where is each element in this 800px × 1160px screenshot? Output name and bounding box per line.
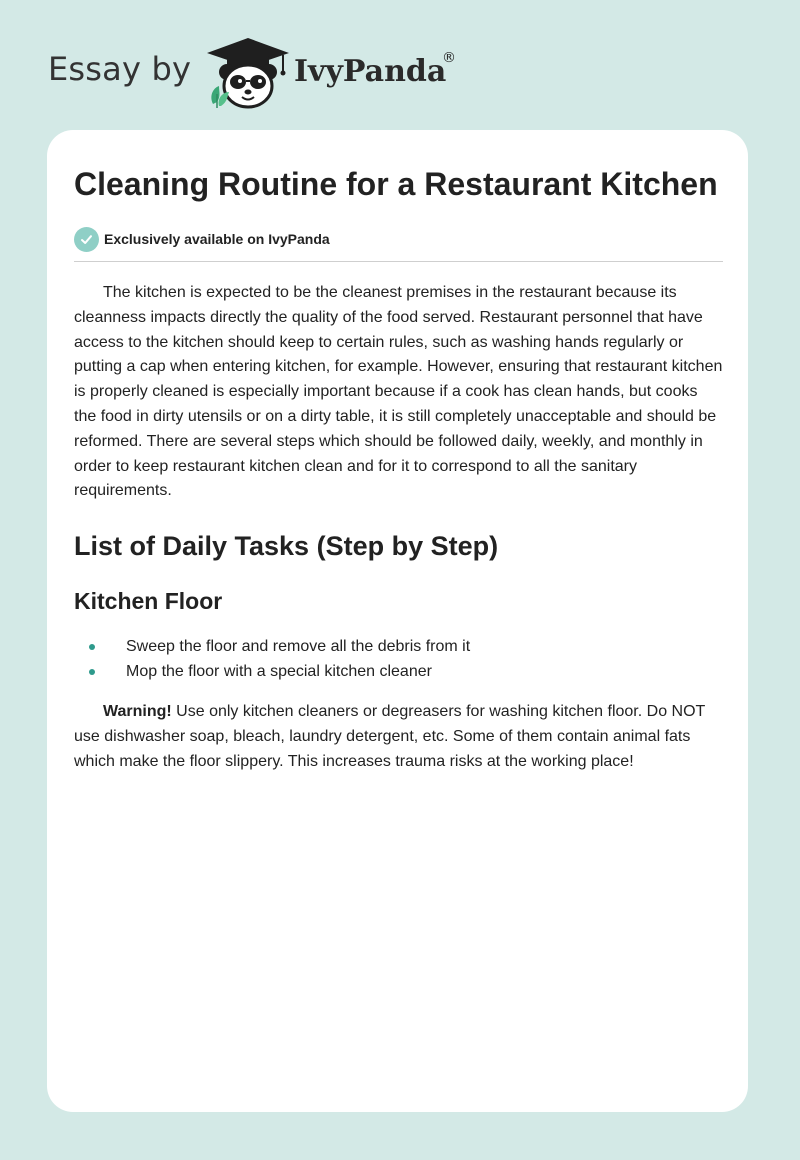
task-list — [74, 634, 724, 684]
article-content — [74, 164, 724, 775]
bullet-dot-icon — [89, 644, 95, 650]
brand-name: IvyPanda — [294, 54, 447, 89]
list-item — [74, 634, 724, 659]
warning-paragraph — [74, 700, 724, 774]
panda-graduate-logo-icon — [203, 34, 293, 110]
list-item — [74, 659, 724, 684]
intro-paragraph: The kitchen is expected to be the cleanest premises in the restaurant because its cleanness impacts directly the quality of the food served. Restaurant personnel that have access to the kitchen should keep to certain rules, such as washing hands regularly or putting a cap when entering kitchen, for example. However, ensuring that restaurant kitchen is properly cleaned is especially important because if a cook has clean hands, but cooks the food in dirty utensils or on a dirty table, it is still completely unacceptable and should be reformed. There are several steps which should be followed daily, weekly, and monthly in order to keep restaurant kitchen clean and for it to correspond to all the sanitary requirements. — [74, 284, 723, 500]
warning-label: Warning! — [103, 703, 172, 721]
essay-by-label: Essay by — [48, 50, 192, 88]
article-card — [47, 130, 748, 1112]
subsection-heading: Kitchen Floor — [74, 588, 223, 615]
brand-header — [48, 34, 508, 110]
article-title: Cleaning Routine for a Restaurant Kitchen — [74, 166, 718, 202]
bullet-dot-icon — [89, 669, 95, 675]
section-heading: List of Daily Tasks (Step by Step) — [74, 531, 499, 562]
exclusive-badge — [74, 226, 724, 252]
exclusive-badge-label: Exclusively available on IvyPanda — [104, 231, 330, 247]
check-icon — [74, 227, 99, 252]
registered-mark: ® — [442, 50, 456, 66]
list-item-text: Mop the floor with a special kitchen cleaner — [126, 663, 432, 681]
list-item-text: Sweep the floor and remove all the debris from it — [126, 638, 471, 656]
divider — [74, 261, 723, 262]
warning-text: Use only kitchen cleaners or degreasers for washing kitchen floor. Do NOT use dishwasher soap, bleach, laundry detergent, etc. Some of them contain animal fats which make the floor slippery. This increases trauma risks at the working place! — [74, 703, 706, 770]
